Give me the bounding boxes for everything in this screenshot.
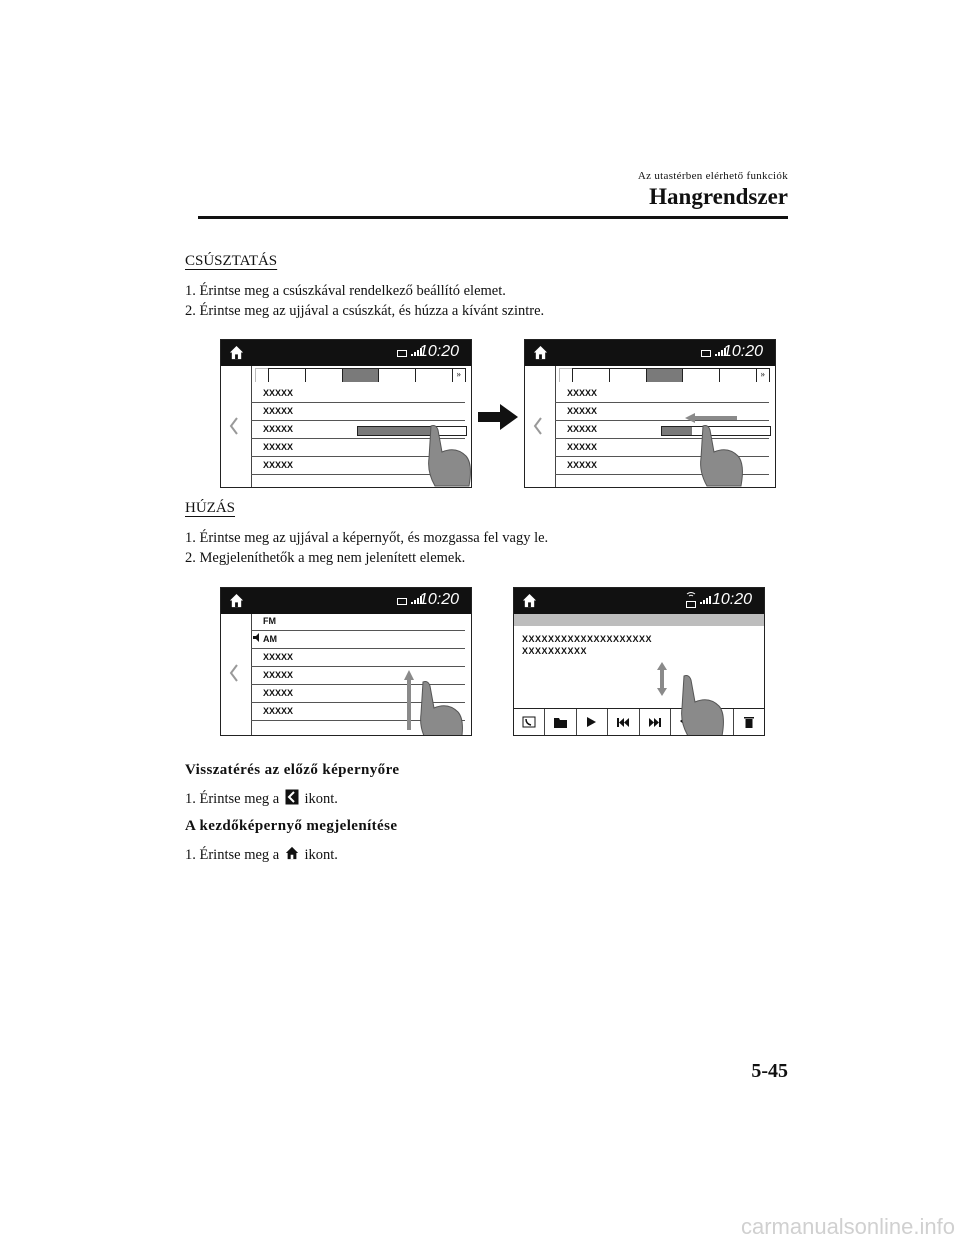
drag-step-1: 1. Érintse meg az ujjával a képernyőt, és mozgassa fel vagy le. [185,530,549,546]
signal-icon [700,596,712,604]
list-item[interactable]: XXXXX [251,702,465,721]
status-bar [221,340,471,366]
list-item-fm[interactable]: FM [251,612,465,631]
clock: 10:20 [418,343,459,360]
finger-icon [693,424,748,488]
tab-scroll-left[interactable] [559,368,573,382]
section-title: Az utastérben elérhető funkciók [637,170,788,182]
list-item[interactable]: XXXXX [555,420,769,439]
home-icon [285,845,299,861]
next-button[interactable] [640,709,671,735]
battery-icon [397,598,407,605]
status-bar [525,340,775,366]
list-item[interactable]: XXXXX [251,648,465,667]
swipe-step-2: 2. Érintse meg az ujjával a csúszkát, és húzza a kívánt szintre. [185,303,545,319]
drag-heading: HÚZÁS [185,500,236,516]
tab-scroll-right[interactable]: » [756,368,770,382]
back-icon[interactable] [533,417,543,435]
back-column[interactable] [525,366,556,487]
drag-step-2: 2. Megjeleníthetők a meg nem jelenített elemek. [185,550,466,566]
tab[interactable] [268,368,306,382]
battery-icon [686,601,696,608]
back-column[interactable] [221,614,252,735]
swipe-step-1: 1. Érintse meg a csúszkával rendelkező beállító elemet. [185,283,506,299]
play-icon [587,717,596,727]
swipe-left-arrow-icon [685,412,745,424]
swipe-screen-before [220,339,472,488]
list-item[interactable]: XXXXX [251,384,465,403]
tab[interactable] [682,368,720,382]
tab[interactable] [609,368,647,382]
list-item-am[interactable]: AM [251,630,465,649]
trash-icon [744,716,754,728]
home-icon [522,593,537,608]
finger-icon [413,680,468,736]
back-heading: Visszatérés az előző képernyőre [185,762,400,778]
back-icon[interactable] [229,664,239,682]
list-item[interactable]: XXXXX [251,438,465,457]
scroll-updown-arrow-icon [657,662,667,696]
home-step: 1. Érintse meg a ikont. [185,847,338,863]
back-icon[interactable] [229,417,239,435]
list-item[interactable]: XXXXX [251,684,465,703]
home-heading: A kezdőképernyő megjelenítése [185,818,398,834]
list-item[interactable]: XXXXX [251,666,465,685]
list-item[interactable]: XXXXX [251,402,465,421]
list-item[interactable]: XXXXX [251,456,465,475]
previous-icon [617,718,629,727]
tab[interactable] [719,368,757,382]
tab-selected[interactable] [342,368,380,382]
folder-icon [554,717,567,728]
back-column[interactable] [221,366,252,487]
play-button[interactable] [577,709,608,735]
next-icon [649,718,661,727]
tab[interactable] [572,368,610,382]
previous-button[interactable] [608,709,639,735]
slider-fill [662,427,692,435]
watermark: carmanualsonline.info [740,1214,955,1239]
home-icon [229,593,244,608]
clock: 10:20 [722,343,763,360]
call-back-button[interactable] [514,709,545,735]
clock: 10:20 [711,591,752,608]
message-header-bar [514,614,764,626]
tab[interactable] [415,368,453,382]
battery-icon [701,350,711,357]
tab[interactable] [378,368,416,382]
tab[interactable] [305,368,343,382]
speaker-icon [253,633,262,642]
clock: 10:20 [418,591,459,608]
list-item[interactable]: XXXXX [555,456,769,475]
list-item[interactable]: XXXXX [251,420,465,439]
folder-button[interactable] [545,709,576,735]
list-item[interactable]: XXXXX [555,384,769,403]
list-item[interactable]: XXXXX [555,438,769,457]
tab-scroll-left[interactable] [255,368,269,382]
drag-list-screen [220,587,472,736]
tab-selected[interactable] [646,368,684,382]
back-step: 1. Érintse meg a ikont. [185,791,338,807]
chapter-title: Hangrendszer [649,184,788,209]
tab-bar [255,368,465,382]
home-icon [533,345,548,360]
arrow-right-icon [478,404,518,430]
phone-list-icon [522,716,536,728]
delete-button[interactable] [734,709,764,735]
header-rule [198,216,788,219]
tab-scroll-right[interactable]: » [452,368,466,382]
message-line-2: XXXXXXXXXX [522,646,588,656]
message-line-1: XXXXXXXXXXXXXXXXXXXX [522,634,653,644]
status-bar [221,588,471,614]
list-item[interactable]: XXXXX [555,402,769,421]
finger-icon [674,674,729,736]
page-number: 5-45 [751,1060,788,1082]
battery-icon [397,350,407,357]
back-icon [285,789,299,805]
swipe-screen-after [524,339,776,488]
wireless-icon [686,591,696,599]
swipe-heading: CSÚSZTATÁS [185,253,278,269]
drag-message-screen [513,587,765,736]
tab-bar [559,368,769,382]
home-icon [229,345,244,360]
finger-icon [421,424,472,488]
status-bar [514,588,764,614]
